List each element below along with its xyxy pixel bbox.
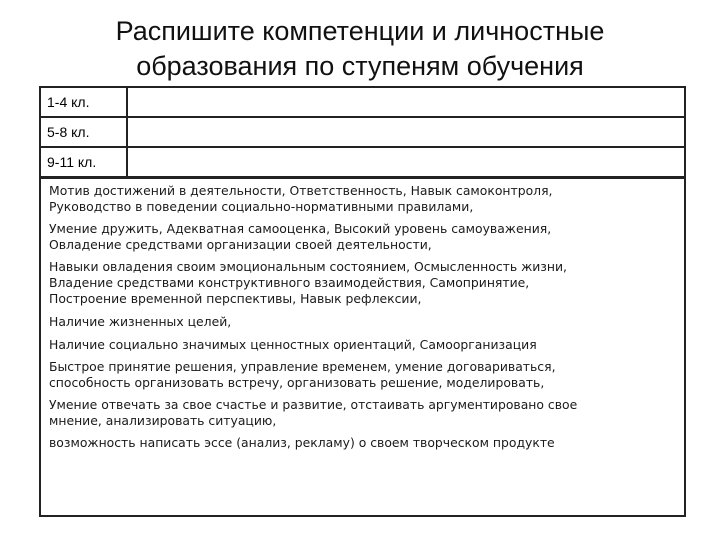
competency-line: Навыки овладения своим эмоциональным состоянием, Осмысленность жизни, [49, 259, 567, 274]
competency-line: Наличие жизненных целей, [49, 314, 232, 329]
competency-line: Умение отвечать за свое счастье и развитие, отстаивать аргументировано свое [49, 397, 578, 412]
competency-line: Владение средствами конструктивного взаимодействия, Самопринятие, [49, 275, 530, 290]
competency-line: мнение, анализировать ситуацию, [49, 413, 277, 428]
grade-label-5-8: 5-8 кл. [41, 118, 128, 148]
grades-table [39, 86, 686, 178]
title-line-2: образования по ступеням обучения [136, 51, 584, 81]
competency-line: Построение временной перспективы, Навык рефлексии, [49, 291, 422, 306]
slide-title [40, 14, 680, 84]
competencies-box [39, 177, 686, 517]
grade-cell-1-4 [128, 88, 684, 118]
competency-line: Руководство в поведении социально-нормативными правилами, [49, 199, 474, 214]
competency-line: возможность написать эссе (анализ, рекламу) о своем творческом продукте [49, 435, 555, 450]
grade-label-1-4: 1-4 кл. [41, 88, 128, 118]
grade-label-9-11: 9-11 кл. [41, 148, 128, 176]
competency-line: Мотив достижений в деятельности, Ответственность, Навык самоконтроля, [49, 183, 553, 198]
competency-line: Наличие социально значимых ценностных ориентаций, Самоорганизация [49, 337, 537, 352]
grade-cell-9-11 [128, 148, 684, 176]
grade-cell-5-8 [128, 118, 684, 148]
competency-line: Быстрое принятие решения, управление временем, умение договариваться, [49, 359, 556, 374]
competency-line: Умение дружить, Адекватная самооценка, Высокий уровень самоуважения, [49, 221, 552, 236]
competency-line: Овладение средствами организации своей деятельности, [49, 237, 432, 252]
title-line-1: Распишите компетенции и личностные [115, 16, 605, 46]
competency-line: способность организовать встречу, организовать решение, моделировать, [49, 375, 545, 390]
